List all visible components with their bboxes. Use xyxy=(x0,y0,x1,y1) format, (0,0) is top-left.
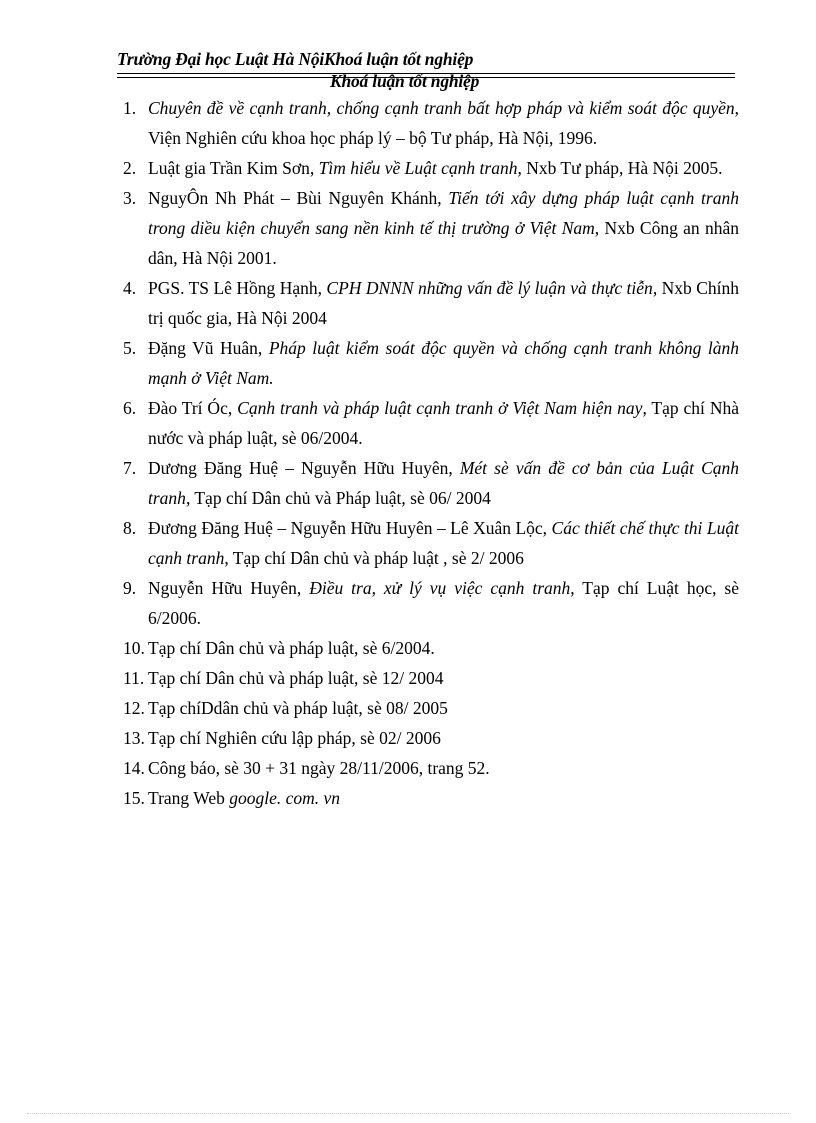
header-school-title: Trường Đại học Luật Hà NộiKhoá luận tốt nghiệp xyxy=(117,49,474,69)
reference-item xyxy=(123,333,739,393)
reference-item xyxy=(123,633,739,663)
reference-number: 5. xyxy=(123,338,137,358)
reference-title: Tìm hiểu về Luật cạnh tranh xyxy=(318,158,518,178)
reference-item xyxy=(123,723,739,753)
reference-author: Đào Trí Óc, xyxy=(148,398,238,418)
reference-author: Đương Đăng Huệ – Nguyễn Hữu Huyên – Lê Xuân Lộc, xyxy=(148,518,552,538)
reference-publisher: , Tạp chí Luật học, sè 6/2006. xyxy=(148,578,740,628)
reference-title: Mét sè vấn đề cơ bản của Luật Cạnh tranh xyxy=(148,458,739,508)
reference-number: 4. xyxy=(123,278,137,298)
reference-title: Tiến tới xây dựng pháp luật cạnh tranh trong diều kiện chuyển sang nền kinh tế thị trường ở Việt Nam xyxy=(148,188,739,238)
reference-title: Các thiết chế thực thi Luật cạnh tranh xyxy=(148,518,739,568)
reference-title: Pháp luật kiểm soát độc quyền và chống cạnh tranh không lành mạnh ở Việt Nam. xyxy=(148,338,739,388)
reference-item xyxy=(123,663,739,693)
reference-item xyxy=(123,513,739,573)
reference-item xyxy=(123,453,739,513)
reference-title: google. com. vn xyxy=(229,788,341,808)
reference-title: Chuyên đề về cạnh tranh, chống cạnh tranh bất hợp pháp và kiểm soát độc quyền xyxy=(148,98,735,118)
header-rule-top xyxy=(117,73,735,74)
reference-number: 11. xyxy=(123,668,145,688)
reference-author: NguyÔn Nh Phát – Bùi Nguyên Khánh, xyxy=(148,188,449,208)
reference-publisher: , Nxb Chính trị quốc gia, Hà Nội 2004 xyxy=(148,278,739,328)
reference-author: Tạp chí Nghiên cứu lập pháp, sè 02/ 2006 xyxy=(148,728,441,748)
reference-item xyxy=(123,273,739,333)
footer-dotted-rule xyxy=(27,1113,789,1114)
reference-item xyxy=(123,393,739,453)
reference-title: , CPH DNNN những vấn đề lý luận và thực tiễn xyxy=(317,278,653,298)
reference-author: Dương Đăng Huệ – Nguyễn Hữu Huyên, xyxy=(148,458,460,478)
reference-author: PGS. TS Lê Hồng Hạnh xyxy=(148,278,318,298)
reference-author: Luật gia Trần Kim Sơn, xyxy=(148,158,319,178)
reference-number: 10. xyxy=(123,638,145,658)
reference-number: 2. xyxy=(123,158,137,178)
reference-publisher: , Viện Nghiên cứu khoa học pháp lý – bộ Tư pháp, Hà Nội, 1996. xyxy=(148,98,739,148)
reference-title: Điều tra, xử lý vụ việc cạnh tranh xyxy=(309,578,571,598)
reference-publisher: , Nxb Công an nhân dân, Hà Nội 2001. xyxy=(148,218,739,268)
reference-author: Tạp chí Dân chủ và pháp luật, sè 6/2004. xyxy=(148,638,435,658)
reference-author: Tạp chí Dân chủ và pháp luật, sè 12/ 2004 xyxy=(148,668,444,688)
reference-author: Nguyễn Hữu Huyên, xyxy=(148,578,310,598)
reference-item xyxy=(123,153,739,183)
reference-publisher: , Tạp chí Nhà nước và pháp luật, sè 06/2004. xyxy=(148,398,739,448)
reference-author: Tạp chíDdân chủ và pháp luật, sè 08/ 2005 xyxy=(148,698,448,718)
reference-number: 7. xyxy=(123,458,137,478)
reference-title: Cạnh tranh và pháp luật cạnh tranh ở Việt Nam hiện nay xyxy=(237,398,643,418)
reference-publisher: , Tạp chí Dân chủ và Pháp luật, sè 06/ 2004 xyxy=(185,488,491,508)
reference-item xyxy=(123,573,739,633)
reference-author: Đặng Vũ Huân, xyxy=(148,338,269,358)
header-rule-bottom xyxy=(117,77,735,78)
reference-item xyxy=(123,93,739,153)
reference-number: 14. xyxy=(123,758,145,778)
reference-author: Trang Web xyxy=(148,788,230,808)
reference-item xyxy=(123,693,739,723)
reference-number: 1. xyxy=(123,98,137,118)
reference-list xyxy=(123,93,739,813)
reference-publisher: , Tạp chí Dân chủ và pháp luật , sè 2/ 2006 xyxy=(224,548,524,568)
reference-publisher: , Nxb Tư pháp, Hà Nội 2005. xyxy=(517,158,723,178)
reference-number: 6. xyxy=(123,398,137,418)
reference-number: 9. xyxy=(123,578,137,598)
reference-number: 8. xyxy=(123,518,137,538)
reference-number: 12. xyxy=(123,698,145,718)
reference-number: 15. xyxy=(123,788,145,808)
reference-item xyxy=(123,783,739,813)
reference-item xyxy=(123,183,739,273)
reference-item xyxy=(123,753,739,783)
header-thesis-title: Khoá luận tốt nghiệp xyxy=(330,71,480,91)
reference-number: 13. xyxy=(123,728,145,748)
reference-number: 3. xyxy=(123,188,137,208)
reference-author: Công báo, sè 30 + 31 ngày 28/11/2006, trang 52. xyxy=(148,758,490,778)
